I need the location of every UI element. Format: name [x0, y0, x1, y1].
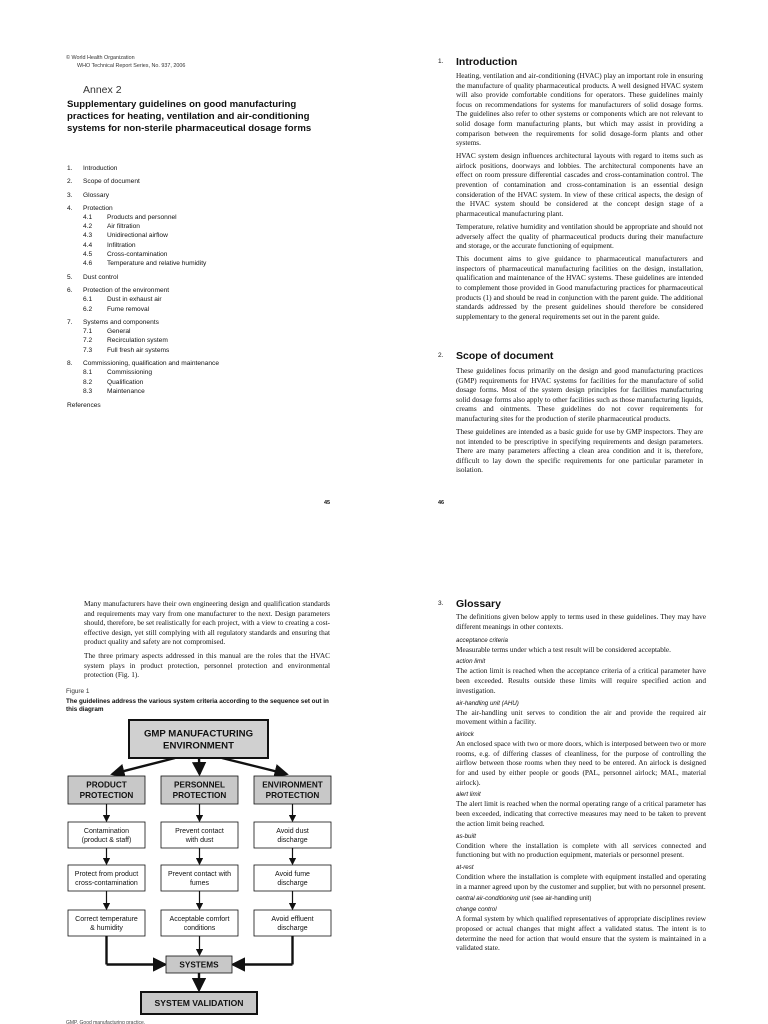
toc-number: 5. [67, 273, 73, 281]
gmp-environment-label: GMP MANUFACTURING [143, 728, 254, 740]
toc-subnumber: 4.1 [83, 213, 93, 221]
annex-title: Supplementary guidelines on good manufacturing practices for heating, ventilation and air-conditioning systems for non-sterile pharmaceutical dosage forms [67, 99, 312, 135]
section-number: 3. [438, 600, 444, 607]
toc-section [67, 177, 357, 186]
toc-subentry [67, 346, 357, 355]
toc-section [67, 359, 357, 396]
toc-entry [67, 164, 357, 173]
toc-subnumber: 4.2 [83, 223, 93, 231]
toc-sublabel: Unidirectional airflow [107, 232, 168, 240]
copyright-line: © World Health Organization [66, 55, 135, 61]
criterion-label: Avoid dust [276, 828, 309, 836]
criterion-label: Avoid effluent [271, 916, 314, 924]
page-46 [384, 0, 768, 512]
toc-label: Dust control [83, 273, 119, 281]
system-validation-label: SYSTEM VALIDATION [154, 998, 244, 1009]
glossary-term [456, 863, 706, 872]
glossary-term-text: action limit [456, 658, 486, 666]
toc-subentry [67, 387, 357, 396]
glossary-definition: The alert limit is reached when the normal operating range of a critical parameter has been exceeded, indicating that corrective measures may need to be taken to prevent the action limit being reached. [456, 799, 706, 828]
criterion-label: Protect from product [74, 871, 139, 879]
criterion-label: (product & staff) [81, 836, 132, 844]
toc-number: 7. [67, 319, 73, 327]
figure-footnote: GMP, Good manufacturing practice. [66, 1020, 146, 1024]
connector-arrow [222, 758, 287, 774]
toc-subnumber: 7.2 [83, 337, 93, 345]
glossary-term [456, 832, 706, 841]
toc-entry [67, 204, 357, 213]
glossary-definition: Condition where the installation is complete with all services connected and functioning but with no production equipment, materials or personnel present. [456, 840, 706, 860]
glossary-definition: The air-handling unit serves to condition the air and provide the required air movement within a facility. [456, 707, 706, 727]
criterion-label: Avoid fume [275, 871, 310, 879]
table-of-contents [67, 164, 357, 414]
toc-subentry [67, 327, 357, 336]
toc-entry [67, 318, 357, 327]
introduction-paragraph: Heating, ventilation and air-conditioning (HVAC) play an important role in ensuring the manufacture of quality pharmaceutical products. A well designed HVAC system will also provide comfortable conditions for operators. These guidelines mainly focus on recommendations for systems for manufacturers of solid dosage forms. The guidelines also refer to other systems or components which are not relevant to solid dosage form manufacturing plants, but which may assist in providing a comparison between the requirements for solid dosage-form plants and other systems. [456, 71, 703, 148]
glossary-term-text: as-built [456, 832, 476, 840]
protection-header-label: PRODUCT [86, 780, 127, 790]
section-title: Glossary [456, 598, 501, 610]
toc-sublabel: Recirculation system [107, 337, 168, 345]
series-line: WHO Technical Report Series, No. 937, 2006 [77, 62, 186, 69]
glossary-intro: The definitions given below apply to terms used in these guidelines. They may have different meanings in other contexts. [456, 612, 706, 631]
glossary-term-text: alert limit [456, 791, 481, 799]
toc-section [67, 318, 357, 355]
toc-subentry [67, 368, 357, 377]
toc-sublabel: General [107, 328, 131, 336]
toc-entry [67, 286, 357, 295]
toc-number: 8. [67, 360, 73, 368]
toc-sublabel: Maintenance [107, 387, 145, 395]
toc-entry [67, 191, 357, 200]
toc-label: Glossary [83, 191, 110, 199]
introduction-body [456, 71, 703, 325]
toc-subentry [67, 336, 357, 345]
page-number: 46 [438, 500, 445, 506]
glossary-term [456, 905, 706, 914]
introduction-paragraph: Temperature, relative humidity and ventilation should be appropriate and should not adversely affect the quality of pharmaceutical products during their manufacture and storage, or the accurate functioning of equipment. [456, 221, 703, 251]
gmp-environment-label: ENVIRONMENT [163, 740, 234, 752]
toc-entry [67, 273, 357, 282]
toc-section [67, 401, 357, 410]
criterion-label: cross-contamination [75, 879, 138, 887]
annex-label: Annex 2 [83, 84, 122, 96]
toc-sublabel: Cross-contamination [107, 251, 168, 259]
toc-subentry [67, 241, 357, 250]
protection-header-label: PROTECTION [79, 790, 134, 800]
glossary-definition: An enclosed space with two or more doors, which is interposed between two or more rooms, e.g. of differing classes of cleanliness, for the purpose of controlling the airflow between those rooms when they need to be entered. An airlock is designed for and used by either people or goods (PAL, personnel airlock; MAL, material airlock). [456, 738, 706, 787]
toc-subentry [67, 378, 357, 387]
systems-label: SYSTEMS [179, 960, 219, 970]
protection-header-label: PROTECTION [172, 790, 227, 800]
toc-number: 1. [67, 165, 73, 172]
connector-arrow [113, 758, 176, 774]
toc-section [67, 164, 357, 173]
criterion-label: & humidity [90, 924, 123, 932]
section-title: Introduction [456, 56, 518, 68]
glossary-term-text: acceptance criteria [456, 636, 508, 644]
introduction-paragraph: This document aims to give guidance to pharmaceutical manufacturers and inspectors of pharmaceutical manufacturing facilities on the design, installation, qualification and maintenance of the HVAC systems. These guidelines are intended to complement those provided in Good manufacturing practices for pharmaceutical products (1) and should be read in conjunction with the parent guide. The additional standards addressed by the present guidelines should therefore be considered supplementary to the general requirements set out in the parent guide. [456, 254, 703, 321]
body-paragraph: Many manufacturers have their own engineering design and qualification standards and requirements may vary from one manufacturer to the next. Design parameters should, therefore, be set realistically for each project, with a view to creating a cost-effective design, yet still complying with all regulatory standards and ensuring that product quality and safety are not compromised. [84, 599, 330, 647]
toc-label: References [67, 401, 101, 409]
toc-subnumber: 4.5 [83, 251, 93, 259]
toc-label: Systems and components [83, 319, 159, 327]
toc-subnumber: 4.4 [83, 241, 93, 249]
toc-label: Scope of document [83, 178, 140, 186]
scope-paragraph: These guidelines are intended as a basic guide for use by GMP inspectors. They are not intended to be prescriptive in specifying requirements and design parameters. There are many parameters affecting a clean area condition and it is, therefore, difficult to lay down the specific requirements for one particular parameter in isolation. [456, 427, 703, 475]
criterion-label: with dust [185, 836, 214, 844]
toc-number: 4. [67, 204, 73, 212]
toc-sublabel: Air filtration [107, 223, 140, 231]
glossary-term-text: change control [456, 906, 497, 914]
toc-sublabel: Infiltration [107, 241, 136, 249]
toc-entry [67, 177, 357, 186]
toc-section [67, 273, 357, 282]
criterion-label: Acceptable comfort [169, 916, 230, 924]
toc-subnumber: 8.1 [83, 369, 93, 377]
glossary-definition: Condition where the installation is complete with equipment installed and operating in a manner agreed upon by the customer and supplier, but with no personnel present. [456, 871, 706, 891]
page-number: 45 [324, 500, 331, 506]
toc-section [67, 204, 357, 269]
section-title: Scope of document [456, 350, 554, 362]
toc-entry [67, 401, 357, 410]
toc-sublabel: Temperature and relative humidity [107, 260, 207, 268]
page-47 [0, 512, 384, 1024]
criterion-label: Correct temperature [75, 916, 138, 924]
toc-subentry [67, 213, 357, 222]
toc-section [67, 191, 357, 200]
protection-header-label: PROTECTION [265, 790, 320, 800]
criterion-label: fumes [189, 879, 210, 887]
page-45 [0, 0, 384, 512]
toc-subentry [67, 250, 357, 259]
figure-label: Figure 1 [66, 688, 90, 695]
protection-header-label: ENVIRONMENT [262, 780, 323, 790]
criterion-label: discharge [277, 879, 308, 887]
toc-label: Introduction [83, 165, 118, 172]
scope-paragraph: These guidelines focus primarily on the design and good manufacturing practices (GMP) requirements for HVAC systems for facilities for the manufacture of solid dosage forms. Most of the system design principles for facilities manufacturing solid dosage forms also apply to other facilities such as those manufacturing liquids, creams and ointments. These guidelines do not cover requirements for manufacturing sites for the production of sterile pharmaceutical products. [456, 366, 703, 423]
glossary-term [456, 657, 706, 666]
flow-diagram [0, 512, 384, 1024]
glossary [456, 612, 706, 956]
toc-subnumber: 8.2 [83, 378, 93, 386]
glossary-term [456, 894, 706, 903]
protection-header-label: PERSONNEL [174, 780, 225, 790]
glossary-definition: A formal system by which qualified representatives of appropriate disciplines review proposed or actual changes that might affect a validated status. The intent is to determine the need for action that would ensure that the system is maintained in a validated state. [456, 914, 706, 953]
toc-entry [67, 359, 357, 368]
glossary-definition: Measurable terms under which a test result will be considered acceptable. [456, 644, 671, 654]
criterion-label: Prevent contact [175, 828, 224, 836]
toc-sublabel: Dust in exhaust air [107, 296, 162, 304]
glossary-term [456, 790, 706, 799]
toc-sublabel: Products and personnel [107, 213, 177, 221]
toc-subnumber: 7.1 [83, 328, 93, 336]
toc-subnumber: 6.1 [83, 296, 93, 304]
copyright-notice [66, 55, 185, 70]
toc-sublabel: Commissioning [107, 369, 153, 377]
toc-label: Protection [83, 204, 113, 212]
section-number: 1. [438, 58, 444, 65]
glossary-term-text: at-rest [456, 863, 474, 871]
glossary-term [456, 699, 706, 708]
page-48 [384, 512, 768, 1024]
toc-sublabel: Qualification [107, 378, 144, 386]
criterion-label: conditions [183, 924, 216, 932]
glossary-term [456, 636, 706, 645]
toc-subentry [67, 231, 357, 240]
criterion-label: discharge [277, 836, 308, 844]
toc-sublabel: Fume removal [107, 305, 150, 313]
glossary-definition: The action limit is reached when the acceptance criteria of a critical parameter have been exceeded. Results outside these limits will require specified action and investigation. [456, 666, 706, 695]
toc-section [67, 286, 357, 314]
toc-number: 2. [67, 178, 73, 186]
figure-caption: The guidelines address the various system criteria according to the sequence set out in this diagram [66, 698, 329, 714]
glossary-term-text: central air-conditioning unit [456, 895, 530, 903]
toc-subnumber: 6.2 [83, 305, 93, 313]
toc-subnumber: 4.6 [83, 260, 93, 268]
glossary-see-reference: (see air-handling unit) [531, 895, 592, 903]
connector-arrow [199, 758, 200, 774]
toc-subnumber: 8.3 [83, 387, 93, 395]
introduction-paragraph: HVAC system design influences architectural layouts with regard to items such as airlock positions, doorways and lobbies. The architectural components have an effect on room pressure differential cascades and cross-contamination control. The prevention of contamination and cross-contamination is an essential design consideration of the HVAC system. In view of these critical aspects, the design of the HVAC system should be considered at the concept design stage of a pharmaceutical manufacturing plant. [456, 151, 703, 218]
criterion-label: discharge [277, 924, 308, 932]
section-number: 2. [438, 352, 444, 359]
glossary-term [456, 730, 706, 739]
toc-label: Commissioning, qualification and maintenance [83, 360, 219, 368]
scope-body [456, 366, 703, 479]
criterion-label: Prevent contact with [167, 871, 232, 879]
toc-sublabel: Full fresh air systems [107, 346, 170, 354]
toc-subentry [67, 305, 357, 314]
body-paragraph: The three primary aspects addressed in this manual are the roles that the HVAC system plays in product protection, personnel protection and environmental protection (Fig. 1). [84, 650, 330, 680]
glossary-term-text: airlock [456, 730, 474, 738]
toc-subentry [67, 222, 357, 231]
toc-subnumber: 4.3 [83, 232, 93, 240]
criterion-label: Contamination [83, 828, 130, 836]
toc-label: Protection of the environment [83, 287, 170, 295]
toc-subentry [67, 259, 357, 268]
toc-subnumber: 7.3 [83, 346, 93, 354]
toc-number: 6. [67, 287, 73, 295]
toc-subentry [67, 295, 357, 304]
toc-number: 3. [67, 191, 73, 199]
glossary-term-text: air-handling unit (AHU) [456, 699, 519, 707]
